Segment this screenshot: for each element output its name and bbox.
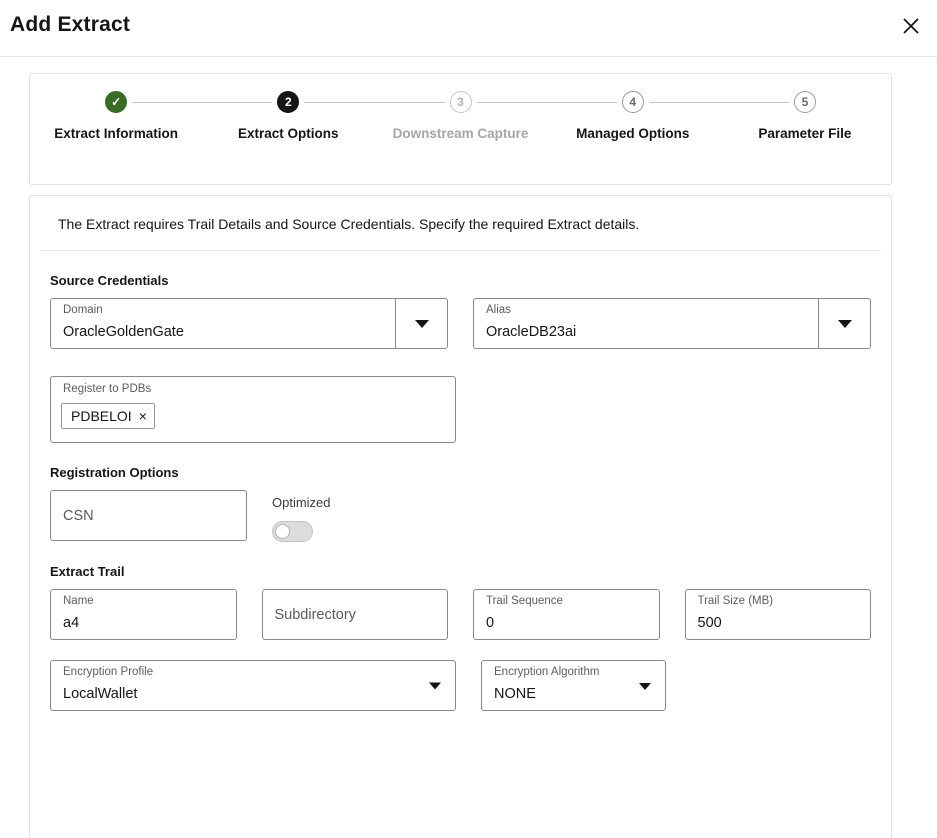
trail-size-label: Trail Size (MB) <box>697 595 774 607</box>
alias-dropdown-toggle[interactable] <box>818 299 870 348</box>
register-to-pdbs-field[interactable] <box>50 376 456 443</box>
step-badge: 5 <box>794 91 816 113</box>
step-connector-right <box>477 102 547 103</box>
wizard-stepper <box>29 73 892 185</box>
step-parameter-file[interactable] <box>719 91 891 141</box>
dialog-body <box>0 73 937 838</box>
step-connector-right <box>304 102 374 103</box>
step-extract-information[interactable] <box>30 91 202 141</box>
domain-dropdown-toggle[interactable] <box>395 299 447 348</box>
encryption-algorithm-label: Encryption Algorithm <box>494 666 600 678</box>
chevron-down-icon[interactable] <box>639 683 651 690</box>
step-badge: 3 <box>450 91 472 113</box>
encryption-profile-select[interactable] <box>50 660 456 711</box>
close-button[interactable] <box>895 10 927 42</box>
extract-options-form <box>29 195 892 838</box>
encryption-algorithm-select[interactable] <box>481 660 666 711</box>
dialog-header <box>0 0 937 57</box>
step-extract-options[interactable] <box>202 91 374 141</box>
encryption-algorithm-value: NONE <box>494 686 536 702</box>
row-encryption <box>40 660 881 711</box>
page-title: Add Extract <box>10 13 131 36</box>
row-domain-alias <box>40 298 881 349</box>
trail-size-input[interactable] <box>685 589 872 640</box>
trail-sequence-input[interactable] <box>473 589 660 640</box>
alias-select[interactable] <box>473 298 871 349</box>
step-label: Managed Options <box>576 126 690 141</box>
encryption-profile-label: Encryption Profile <box>63 666 154 678</box>
section-registration-options <box>30 465 891 542</box>
step-connector-right <box>649 102 719 103</box>
step-label: Extract Options <box>238 126 339 141</box>
domain-label: Domain <box>63 304 103 316</box>
section-title-source-credentials: Source Credentials <box>50 273 169 288</box>
close-icon <box>901 16 921 36</box>
pdb-chip[interactable] <box>61 403 155 429</box>
trail-name-input[interactable] <box>50 589 237 640</box>
chevron-down-icon[interactable] <box>429 682 441 689</box>
subdirectory-placeholder: Subdirectory <box>274 606 356 623</box>
section-title-extract-trail: Extract Trail <box>50 564 125 579</box>
chevron-down-icon <box>415 320 429 328</box>
step-label: Downstream Capture <box>392 126 529 141</box>
chevron-down-icon <box>838 320 852 328</box>
step-connector-left <box>374 102 444 103</box>
step-connector-right <box>132 102 202 103</box>
csn-placeholder: CSN <box>63 507 94 524</box>
register-to-pdbs-label: Register to PDBs <box>63 383 152 395</box>
trail-size-value: 500 <box>697 615 722 631</box>
step-connector-left <box>202 102 272 103</box>
pdb-chip-label: PDBELOI <box>71 408 132 424</box>
step-downstream-capture <box>374 91 546 141</box>
step-connector-left <box>547 102 617 103</box>
section-source-credentials <box>30 273 891 443</box>
trail-name-value: a4 <box>63 615 80 631</box>
optimized-toggle-wrap <box>272 490 331 542</box>
trail-name-label: Name <box>63 595 94 607</box>
trail-sequence-value: 0 <box>486 615 495 631</box>
form-instruction: The Extract requires Trail Details and Source Credentials. Specify the required Extract details. <box>40 196 881 251</box>
alias-value: OracleDB23ai <box>486 324 577 340</box>
encryption-profile-value: LocalWallet <box>63 686 138 702</box>
row-register-pdbs <box>40 376 881 443</box>
step-connector-left <box>719 102 789 103</box>
row-csn-optimized <box>40 490 881 542</box>
csn-input[interactable] <box>50 490 247 541</box>
step-managed-options[interactable] <box>547 91 719 141</box>
remove-chip-icon[interactable]: × <box>138 408 147 424</box>
row-trail-fields <box>40 589 881 640</box>
optimized-toggle[interactable] <box>272 521 313 542</box>
domain-select[interactable] <box>50 298 448 349</box>
step-badge: 2 <box>277 91 299 113</box>
trail-sequence-label: Trail Sequence <box>486 595 563 607</box>
section-title-registration-options: Registration Options <box>50 465 179 480</box>
section-extract-trail <box>30 564 891 711</box>
step-badge: 4 <box>622 91 644 113</box>
step-badge: ✓ <box>105 91 127 113</box>
step-label: Parameter File <box>758 126 852 141</box>
domain-value: OracleGoldenGate <box>63 324 184 340</box>
subdirectory-input[interactable] <box>262 589 449 640</box>
step-label: Extract Information <box>54 126 178 141</box>
optimized-label: Optimized <box>272 495 331 510</box>
toggle-knob <box>275 524 290 539</box>
alias-label: Alias <box>486 304 511 316</box>
